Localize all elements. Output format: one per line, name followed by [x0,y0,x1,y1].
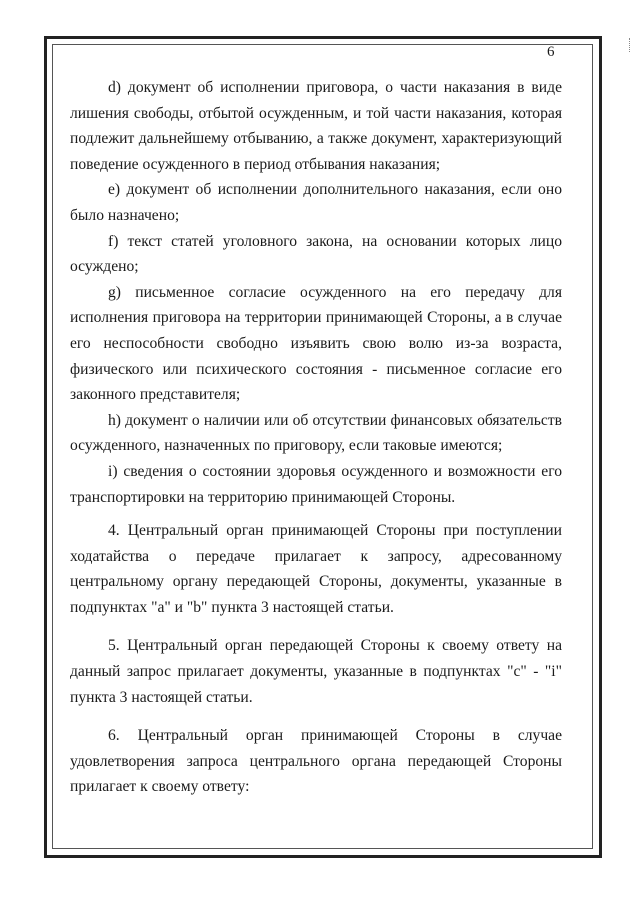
paragraph-item-e: e) документ об исполнении дополнительного наказания, если оно было назначено; [70,181,562,224]
paragraph-item-g: g) письменное согласие осужденного на его передачу для исполнения приговора на территории принимающей Стороны, а в случае его неспособности свободно изъявить свою волю из-за возраста, физического или психического состояния - письменное согласие его законного представителя; [70,283,562,404]
paragraph-item-f: f) текст статей уголовного закона, на основании которых лицо осуждено; [70,232,562,276]
paragraph-item-h: h) документ о наличии или об отсутствии финансовых обязательств осужденного, назначенных по приговору, если таковые имеются; [70,411,562,455]
paragraph-clause-5: 5. Центральный орган передающей Стороны к своему ответу на данный запрос прилагает документы, указанные в подпунктах "c" - "i" пункта 3 настоящей статьи. [70,637,562,706]
paragraph-item-i: i) сведения о состоянии здоровья осужденного и возможности его транспортировки на территорию принимающей Стороны. [70,462,562,506]
page-number: 6 [547,44,555,60]
paragraph-item-d: d) документ об исполнении приговора, о части наказания в виде лишения свободы, отбытой осужденным, и той части наказания, которая подлежит дальнейшему отбыванию, а также документ, характеризующий поведение осужденного в период отбывания наказания; [70,79,562,173]
paragraph-clause-4: 4. Центральный орган принимающей Стороны при поступлении ходатайства о передаче прилагает к запросу, адресованному центральному органу передающей Стороны, документы, указанные в подпунктах "a" и "b" пункта 3 настоящей статьи. [70,522,562,616]
paragraph-clause-6: 6. Центральный орган принимающей Стороны в случае удовлетворения запроса центрального органа передающей Стороны прилагает к своему ответу: [70,727,562,796]
document-body [70,75,562,800]
scan-edge-mark [629,38,632,52]
